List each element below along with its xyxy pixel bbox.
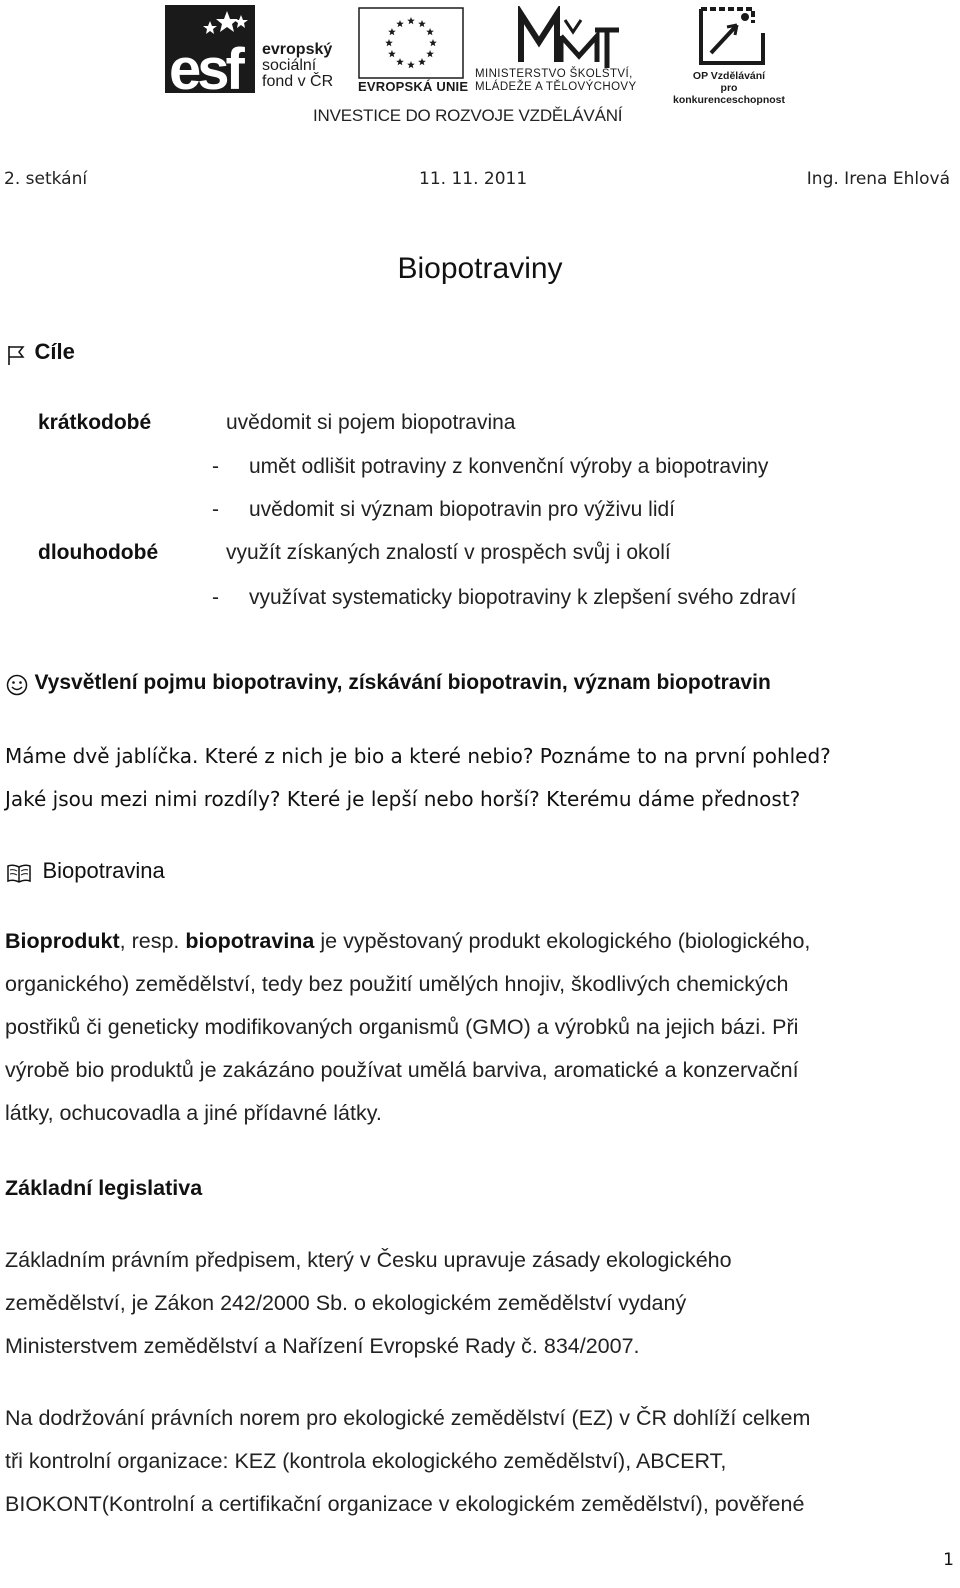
goals-heading-text: Cíle	[34, 339, 75, 364]
term-bioprodukt: Bioprodukt	[5, 929, 120, 953]
op-vk-text	[669, 70, 789, 106]
definition-line-4: výrobě bio produktů je zakázáno používat umělá barviva, aromatické a konzervační	[5, 1058, 799, 1082]
short-goal-1: uvědomit si pojem biopotravina	[226, 411, 516, 434]
op-line-1: OP Vzdělávání	[692, 70, 766, 82]
esf-line-2: sociální	[262, 57, 317, 74]
book-icon	[6, 863, 32, 885]
flag-icon	[6, 344, 26, 366]
logo-banner	[0, 0, 960, 135]
legislation-line: Ministerstvem zemědělství a Nařízení Evropské Rady č. 834/2007.	[5, 1334, 640, 1358]
meeting-number: 2. setkání	[4, 169, 88, 189]
question-line-1: Máme dvě jablíčka. Které z nich je bio a které nebio? Poznáme to na první pohled?	[5, 744, 831, 768]
svg-text:esf: esf	[169, 37, 241, 97]
legislation-heading: Základní legislativa	[5, 1176, 203, 1200]
op-line-2: pro konkurenceschopnost	[672, 82, 786, 106]
op-vk-logo	[697, 5, 769, 67]
dash: -	[212, 586, 219, 609]
legislation-line: tři kontrolní organizace: KEZ (kontrola ekologického zemědělství), ABCERT,	[5, 1449, 727, 1473]
page-title: Biopotraviny	[397, 252, 563, 285]
msmt-logo	[515, 6, 625, 70]
author: Ing. Irena Ehlová	[806, 169, 950, 189]
msmt-text	[475, 68, 637, 94]
smiley-icon	[6, 674, 28, 696]
definition-heading	[6, 858, 165, 885]
meeting-date: 11. 11. 2011	[419, 169, 528, 189]
legislation-line: Základním právním předpisem, který v Česku upravuje zásady ekologického	[5, 1248, 732, 1272]
explanation-heading	[6, 671, 771, 696]
short-goal-2: umět odlišit potraviny z konvenční výroby a biopotraviny	[249, 455, 769, 478]
definition-line-5: látky, ochucovadla a jiné přídavné látky.	[5, 1101, 382, 1125]
short-goal-3: uvědomit si význam biopotravin pro výživu lidí	[249, 498, 676, 521]
dash: -	[212, 455, 219, 478]
definition-heading-text: Biopotravina	[42, 858, 165, 883]
definition-line-3: postřiků či geneticky modifikovaných organismů (GMO) a výrobků na jejich bázi. Při	[5, 1015, 799, 1039]
goals-heading	[6, 339, 75, 366]
legislation-paragraph-1	[5, 1239, 955, 1368]
long-goal-2: využívat systematicky biopotraviny k zlepšení svého zdraví	[249, 586, 797, 609]
long-term-label: dlouhodobé	[38, 541, 159, 564]
connector: , resp.	[119, 929, 186, 953]
legislation-line: Na dodržování právních norem pro ekologické zemědělství (EZ) v ČR dohlíží celkem	[5, 1406, 811, 1430]
explanation-heading-text: Vysvětlení pojmu biopotraviny, získávání biopotravin, význam biopotravin	[34, 671, 771, 694]
legislation-paragraph-2	[5, 1397, 955, 1526]
term-biopotravina: biopotravina	[185, 929, 315, 953]
legislation-line: zemědělství, je Zákon 242/2000 Sb. o ekologickém zemědělství vydaný	[5, 1291, 687, 1315]
msmt-line-2: MLÁDEŽE A TĚLOVÝCHOVY	[475, 81, 637, 93]
short-term-label: krátkodobé	[38, 411, 152, 434]
long-goal-1: využít získaných znalostí v prospěch svůj i okolí	[226, 541, 671, 564]
msmt-line-1: MINISTERSTVO ŠKOLSTVÍ,	[475, 68, 633, 80]
esf-line-3: fond v ČR	[262, 73, 334, 90]
eu-flag-icon	[358, 7, 464, 79]
tagline: INVESTICE DO ROZVOJE VZDĚLÁVÁNÍ	[313, 106, 623, 125]
definition-line-2: organického) zemědělství, tedy bez použití umělých hnojiv, škodlivých chemických	[5, 972, 789, 996]
question-line-2: Jaké jsou mezi nimi rozdíly? Které je lepší nebo horší? Kterému dáme přednost?	[5, 787, 801, 811]
legislation-line: BIOKONT(Kontrolní a certifikační organizace v ekologickém zemědělství), pověřené	[5, 1492, 805, 1516]
esf-text	[262, 42, 333, 90]
dash: -	[212, 498, 219, 521]
definition-line-1: je vypěstovaný produkt ekologického (biologického,	[314, 929, 811, 953]
esf-line-1: evropský	[262, 41, 333, 58]
page-number: 1	[943, 1550, 954, 1570]
eu-label: EVROPSKÁ UNIE	[358, 79, 469, 94]
definition-paragraph	[5, 920, 955, 1135]
